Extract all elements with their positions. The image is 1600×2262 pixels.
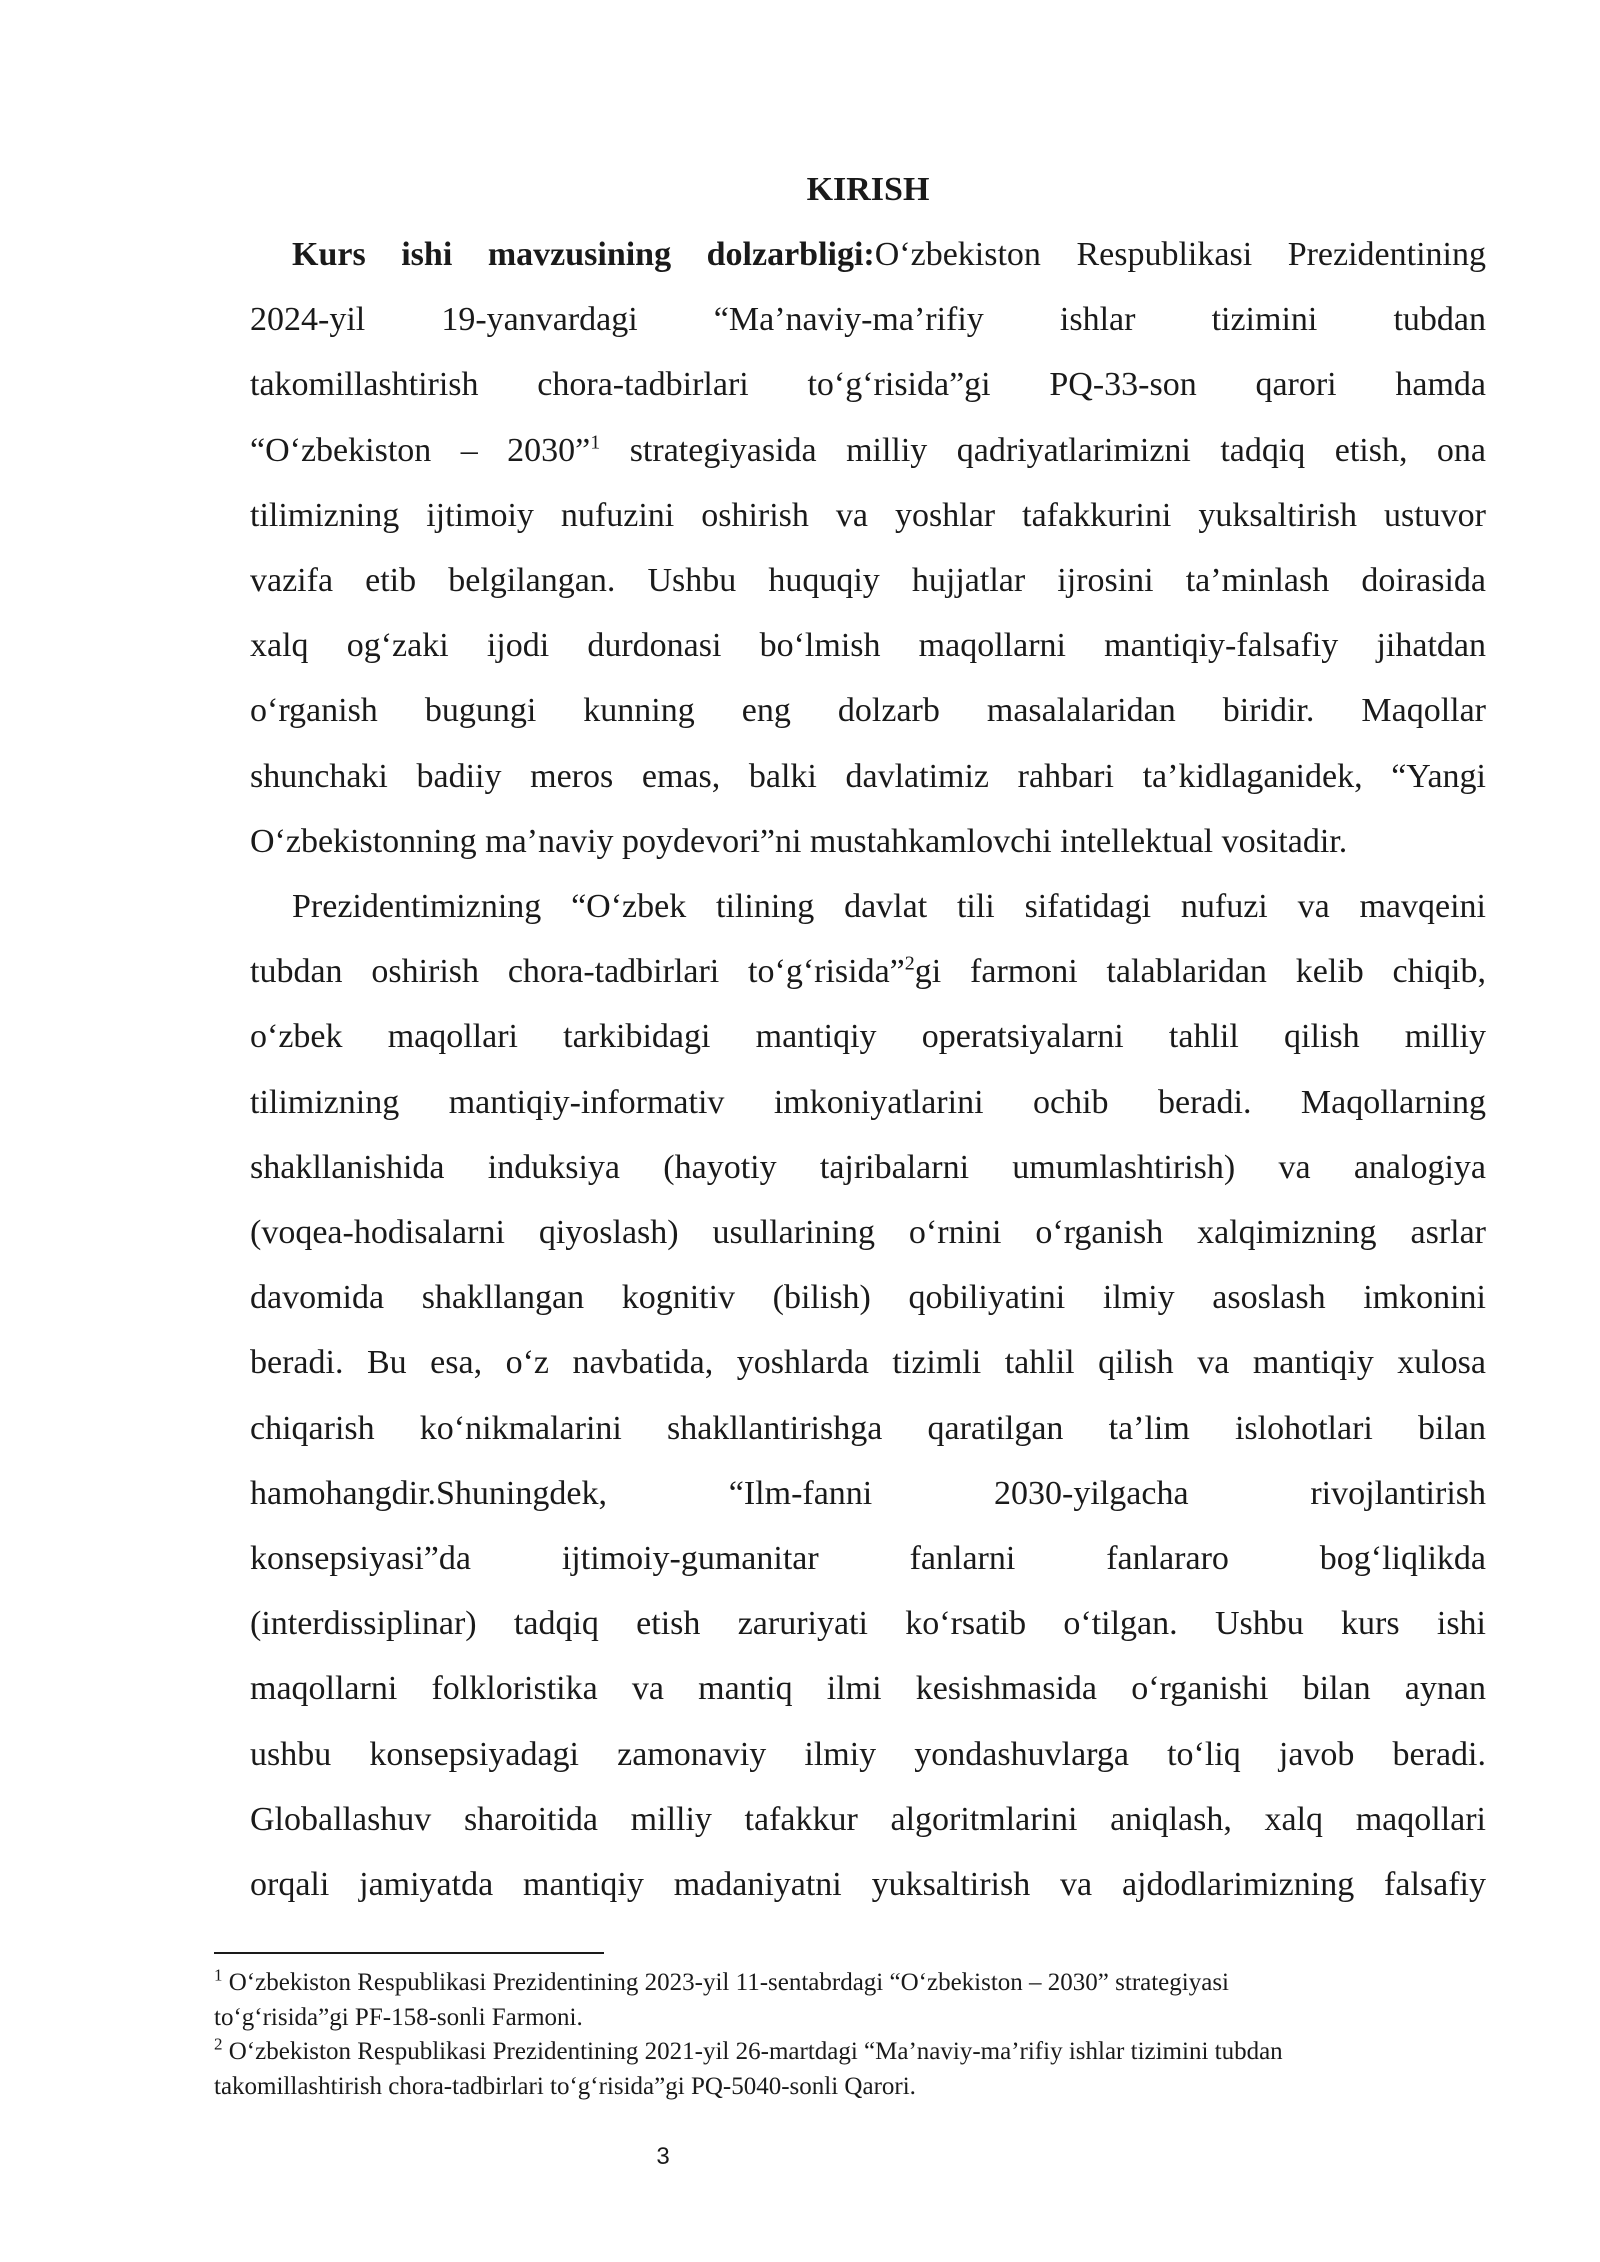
text-line [250,418,1486,483]
text-line: tilimizning mantiqiy-informativ imkoniyatlarini ochib beradi. Maqollarning [250,1083,1486,1121]
paragraph-relevance [250,222,1486,874]
text-line: o‘zbek maqollari tarkibidagi mantiqiy operatsiyalarni tahlil qilish milliy [250,1018,1486,1056]
footnote-text: O‘zbekiston Respublikasi Prezidentining 2023-yil 11-sentabrdagi “O‘zbekiston – 2030” strategiyasi [222,1969,1229,1996]
text-line: o‘rganish bugungi kunning eng dolzarb masalalaridan biridir. Maqollar [250,692,1486,730]
text-line: chiqarish ko‘nikmalarini shakllantirishga qaratilgan ta’lim islohotlari bilan [250,1409,1486,1447]
text-line: shakllanishida induksiya (hayotiy tajribalarni umumlashtirish) va analogiya [250,1148,1486,1186]
section-heading: KIRISH [806,171,930,208]
footnote-2 [214,2035,1486,2104]
text-line: konsepsiyasi”da ijtimoiy-gumanitar fanlarni fanlararo bog‘liqlikda [250,1540,1486,1578]
text-line: ushbu konsepsiyadagi zamonaviy ilmiy yondashuvlarga to‘liq javob beradi. [250,1735,1486,1773]
footnote-text: takomillashtirish chora-tadbirlari to‘g‘risida”gi PQ-5040-sonli Qarori. [214,2072,916,2100]
page-number: 3 [656,2143,670,2170]
text-span: “O‘zbekiston – 2030” [250,431,591,469]
text-line: Globallashuv sharoitida milliy tafakkur algoritmlarini aniqlash, xalq maqollari [250,1800,1486,1838]
text-line: Prezidentimizning “O‘zbek tilining davlat tili sifatidagi nufuzi va mavqeini [292,888,1486,926]
text-line [250,939,1486,1004]
text-span: gi farmoni talablaridan kelib chiqib, [914,953,1486,991]
paragraph-decree [250,874,1486,1917]
text-span: O‘zbekiston Respublikasi Prezidentining [874,236,1486,273]
text-line: beradi. Bu esa, o‘z navbatida, yoshlarda tizimli tahlil qilish va mantiqiy xulosa [250,1344,1486,1382]
text-line: orqali jamiyatda mantiqiy madaniyatni yuksaltirish va ajdodlarimizning falsafiy [250,1866,1486,1904]
text-line: 2024-yil 19-yanvardagi “Ma’naviy-ma’rifiy ishlar tizimini tubdan [250,301,1486,339]
text-line: xalq og‘zaki ijodi durdonasi bo‘lmish maqollarni mantiqiy-falsafiy jihatdan [250,627,1486,665]
text-line: (voqea-hodisalarni qiyoslash) usullarining o‘rnini o‘rganish xalqimizning asrlar [250,1214,1486,1252]
footnote-1 [214,1966,1486,2035]
text-line: davomida shakllangan kognitiv (bilish) qobiliyatini ilmiy asoslash imkonini [250,1279,1486,1317]
text-line: vazifa etib belgilangan. Ushbu huquqiy hujjatlar ijrosini ta’minlash doirasida [250,562,1486,600]
footnote-separator [214,1952,604,1954]
text-line: shunchaki badiiy meros emas, balki davlatimiz rahbari ta’kidlaganidek, “Yangi [250,757,1486,795]
text-line: (interdissiplinar) tadqiq etish zaruriyati ko‘rsatib o‘tilgan. Ushbu kurs ishi [250,1605,1486,1643]
footnote-text: O‘zbekiston Respublikasi Prezidentining 2021-yil 26-martdagi “Ma’naviy-ma’rifiy ishlar tizimini tubdan [222,2038,1283,2065]
text-line: O‘zbekistonning ma’naviy poydevori”ni mustahkamlovchi intellektual vositadir. [250,822,1348,860]
text-line: hamohangdir.Shuningdek, “Ilm-fanni 2030-yilgacha rivojlantirish [250,1474,1486,1512]
footnote-number: 2 [214,2034,223,2054]
text-span: strategiyasida milliy qadriyatlarimizni tadqiq etish, ona [600,431,1486,469]
footnote-ref-1: 1 [590,431,601,454]
footnote-ref-2: 2 [904,952,915,975]
body-text [250,222,1486,1917]
text-line: tilimizning ijtimoiy nufuzini oshirish va yoshlar tafakkurini yuksaltirish ustuvor [250,496,1486,534]
paragraph-lead: Kurs ishi mavzusining dolzarbligi: [292,236,875,273]
text-span: tubdan oshirish chora-tadbirlari to‘g‘risida” [250,953,905,991]
footnote-number: 1 [214,1965,223,1985]
text-line: takomillashtirish chora-tadbirlari to‘g‘risida”gi PQ-33-son qarori hamda [250,366,1486,404]
footnote-text: to‘g‘risida”gi PF-158-sonli Farmoni. [214,2003,583,2031]
text-line [250,222,1486,287]
text-line: maqollarni folkloristika va mantiq ilmi kesishmasida o‘rganishi bilan aynan [250,1670,1486,1708]
footnotes [214,1966,1486,2104]
